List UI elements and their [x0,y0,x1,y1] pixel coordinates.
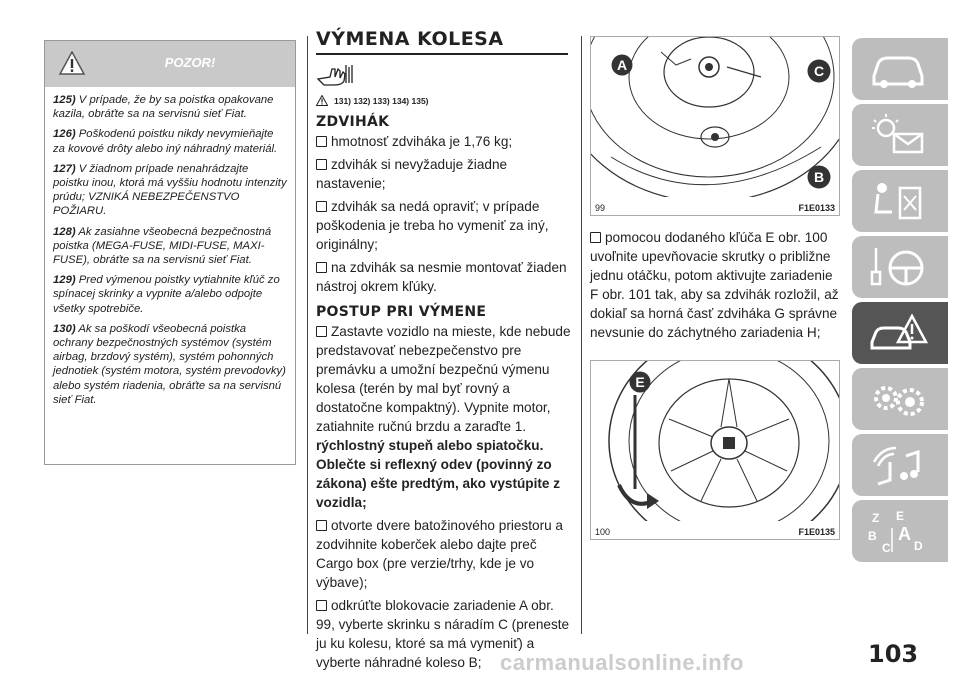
warning-triangle-icon [316,95,328,106]
warning-item: 126) Poškodenú poistku nikdy nevymieňajte za kovové drôty alebo iný náhradný materiál. [53,128,278,155]
figure-caption [595,203,835,213]
list-item: otvorte dvere batožinového priestoru a zodvihnite koberček alebo dajte preč Cargo box (pre verzie/trhy, kde je vo výbave); [316,518,563,590]
warning-item: 125) V prípade, že by sa poistka opakovane kazila, obráťte sa na servisnú sieť Fiat. [53,94,274,121]
warning-header [45,41,295,87]
bullet-box-icon [316,600,327,611]
column-divider [581,36,582,634]
warning-refs: 131) 132) 133) 134) 135) [316,95,576,106]
tab-multimedia[interactable] [852,434,948,496]
page-number: 103 [868,640,919,668]
tab-car-overview[interactable] [852,38,948,100]
label-b: B [813,169,825,185]
figure-100 [590,360,840,540]
column-divider [307,36,308,634]
gears-icon [868,376,928,422]
jack-title: ZDVIHÁK [316,114,390,130]
label-c: C [813,63,825,79]
tab-safety[interactable] [852,170,948,232]
svg-text:E: E [896,509,905,523]
list-item: na zdvihák sa nesmie montovať žiaden nástroj okrem kľúky. [316,260,567,294]
svg-text:A: A [898,524,911,544]
warning-item: 130) Ak sa poškodí všeobecná poistka ochrany bezpečnostných systémov (systém airbag, brzdový systém), systém pohonných jednotiek (systém motora, systém prevodovky) alebo systém riadenia, obráťte sa na servisnú sieť Fiat. [53,322,286,406]
warning-item: 129) Pred výmenou poistky vytiahnite kľúč zo spínacej skrinky a vypnite a/alebo odpojte všetky spotrebiče. [53,274,280,315]
figure-caption [595,527,835,537]
main-column [316,28,576,676]
alphabet-index-icon [868,508,928,554]
procedure-list [316,322,576,672]
svg-text:D: D [914,539,923,553]
svg-text:B: B [868,529,877,543]
figure-code: F1E0135 [798,527,835,537]
hand-icon [316,63,576,89]
bullet-box-icon [316,262,327,273]
warning-list [45,87,295,407]
list-item: odkrúťte blokovacie zariadenie A obr. 99, vyberte skrinku s náradím C (preneste ju ku kolesu, ktoré sa má vymeniť) a vyberte náhradné koleso B; [316,598,570,670]
procedure-title: POSTUP PRI VÝMENE [316,304,487,320]
airbag-seat-icon [868,178,928,224]
right-column [590,228,840,346]
svg-text:C: C [882,541,891,554]
warning-box [44,40,296,465]
bullet-box-icon [316,136,327,147]
car-icon [868,46,928,92]
figure-code: F1E0133 [798,203,835,213]
svg-text:Z: Z [872,511,880,525]
bullet-box-icon [316,520,327,531]
warning-item: 128) Ak zasiahne všeobecná bezpečnostná poistka (MEGA-FUSE, MIDI-FUSE, MAXI-FUSE), obráťte sa na servisnú sieť Fiat. [53,225,272,267]
steering-wheel-icon [868,244,928,290]
list-item: hmotnosť zdviháka je 1,76 kg; [316,132,576,151]
bullet-box-icon [316,201,327,212]
watermark: carmanualsonline.info [500,650,744,675]
tab-maintenance[interactable] [852,368,948,430]
bullet-box-icon [316,159,327,170]
list-item: pomocou dodaného kľúča E obr. 100 uvoľnite upevňovacie skrutky o približne jednu otáčku, potom aktivujte zariadenie F obr. 101 tak, aby sa zdvihák rozložil, až dokiaľ sa horná časť zdviháka G správne nevsunie do záchytného zariadenia H; [590,230,839,340]
section-title: VÝMENA KOLESA [316,28,504,50]
list-item: zdvihák si nevyžaduje žiadne nastavenie; [316,157,508,191]
warning-item: 127) V žiadnom prípade nenahrádzajte poistku inou, ktorá má vyššiu hodnotu intenzity prúdu; VZNIKÁ NEBEZPEČENSTVO POŽIARU. [53,162,287,218]
bullet-box-icon [590,232,601,243]
emergency-car-icon [868,310,928,356]
jack-list [316,132,576,296]
title-rule [316,53,568,55]
warning-title: POZOR! [164,55,216,70]
tab-index[interactable] [852,500,948,562]
tab-lights-signals[interactable] [852,104,948,166]
list-item: Zastavte vozidlo na mieste, kde nebude predstavovať nebezpečenstvo pre premávku a umožní bezpečnú výmenu kolesa (terén by mal byť rovný a dostatočne kompaktný). Vypnite motor, zatiahnite ručnú brzdu a zaraďte 1. rýchlostný stupeň alebo spiatočku. Oblečte si reflexný odev (povinný zo zákona) ešte predtým, ako vystúpite z vozidla; [316,324,571,510]
list-item: zdvihák sa nedá opraviť; v prípade poškodenia je treba ho vymeniť za iný, originálny; [316,199,549,252]
satellite-music-icon [868,442,928,488]
hand-pointer-icon [316,63,356,87]
figure-99 [590,36,840,216]
light-envelope-icon [868,112,928,158]
label-e: E [635,374,645,390]
figure-number: 100 [595,527,611,537]
tab-starting-driving[interactable] [852,236,948,298]
chapter-tabs [852,38,948,566]
tab-emergency[interactable] [852,302,948,364]
bullet-box-icon [316,326,327,337]
figure-number: 99 [595,203,606,213]
label-a: A [616,57,628,73]
